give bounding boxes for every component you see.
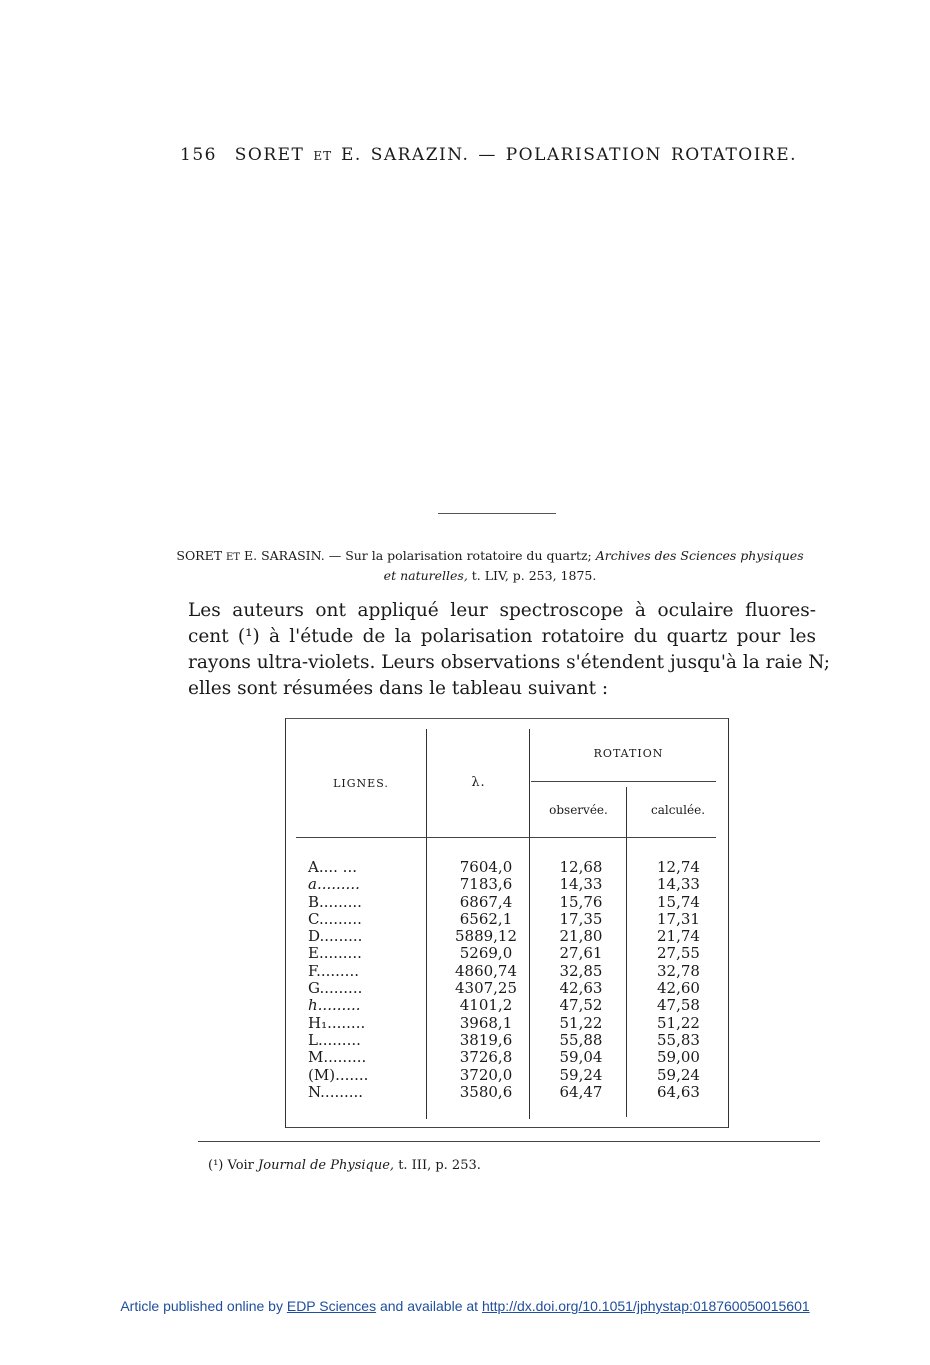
table-cell-calculated: 42,60 [657, 979, 700, 998]
table-cell-lambda: 5269,0 [459, 944, 513, 963]
table-cell-lambda: 4860,74 [454, 961, 518, 980]
calculated-column [631, 859, 726, 1101]
table-cell-line: a......... [308, 875, 360, 894]
table-cell-observed: 59,04 [559, 1048, 603, 1067]
col-divider [529, 729, 530, 1119]
header-observed: observée. [549, 803, 608, 817]
section-separator [438, 513, 556, 514]
online-middle: and available at [379, 1298, 479, 1314]
table-cell-observed: 59,24 [559, 1065, 603, 1084]
head-dash: — [478, 145, 497, 165]
table-cell-calculated: 27,55 [657, 944, 700, 963]
table-cell-calculated: 51,22 [657, 1013, 700, 1032]
online-prefix: Article published online by [120, 1298, 283, 1314]
table-cell-line: F......... [308, 961, 359, 980]
table-cell-line: E......... [308, 944, 362, 963]
col-divider [426, 729, 427, 1119]
citation-ref: t. LIV, p. 253, 1875. [471, 568, 597, 583]
table-cell-observed: 47,52 [559, 996, 603, 1015]
head-conj: ET [313, 149, 333, 163]
table-cell-lambda: 3819,6 [459, 1030, 513, 1049]
header-lambda: λ. [471, 775, 486, 790]
table-cell-observed: 17,35 [559, 909, 603, 928]
table-cell-calculated: 55,83 [657, 1030, 700, 1049]
citation [170, 547, 810, 585]
table-cell-lambda: 3726,8 [459, 1048, 513, 1067]
body-paragraph [188, 598, 831, 702]
body-line: elles sont résumées dans le tableau suivant : [188, 678, 609, 699]
footnote-ref: t. III, p. 253. [398, 1158, 481, 1173]
table-cell-line: G......... [308, 979, 363, 998]
body-line: rayons ultra-violets. Leurs observations s'étendent jusqu'à la raie N; [188, 652, 831, 673]
table-cell-line: N......... [308, 1082, 364, 1101]
header-rule [296, 837, 716, 838]
footnote-rule [198, 1141, 820, 1142]
table-cell-line: h......... [308, 996, 361, 1015]
head-title: POLARISATION ROTATOIRE. [505, 145, 798, 165]
table-cell-line: L......... [308, 1030, 361, 1049]
table-cell-line: C......... [308, 909, 362, 928]
table-cell-observed: 21,80 [559, 927, 603, 946]
table-cell-observed: 42,63 [559, 979, 603, 998]
table-cell-line: H₁........ [308, 1013, 366, 1032]
table-cell-calculated: 17,31 [657, 909, 700, 928]
footnote-journal: Journal de Physique, [258, 1158, 395, 1173]
table-cell-observed: 14,33 [559, 875, 603, 894]
table-cell-calculated: 14,33 [657, 875, 700, 894]
table-cell-calculated: 12,74 [657, 858, 700, 876]
table-cell-observed: 51,22 [559, 1013, 603, 1032]
header-lines: LIGNES. [333, 777, 389, 790]
table-cell-lambda: 4307,25 [454, 979, 518, 998]
table-cell-calculated: 47,58 [657, 996, 700, 1015]
rotation-rule [531, 781, 716, 782]
table-cell-observed: 55,88 [559, 1030, 603, 1049]
table-cell-lambda: 3968,1 [459, 1013, 513, 1032]
rotation-table [285, 718, 729, 1128]
citation-journal: Archives des Sciences physiques et naturelles, [383, 548, 804, 583]
citation-author2: E. SARASIN. [244, 548, 325, 563]
header-calculated: calculée. [650, 803, 706, 817]
footnote [208, 1158, 481, 1173]
table-cell-calculated: 15,74 [657, 892, 700, 911]
citation-author1: SORET [176, 548, 223, 563]
footnote-mark: (¹) [208, 1158, 224, 1173]
body-line: Les auteurs ont appliqué leur spectroscope à oculaire fluores- [188, 600, 816, 621]
table-cell-observed: 15,76 [559, 892, 603, 911]
table-cell-lambda: 7604,0 [459, 858, 513, 876]
online-notice [0, 1298, 930, 1314]
table-cell-lambda: 3580,6 [459, 1082, 513, 1101]
table-cell-line: B......... [308, 892, 362, 911]
table-cell-line: A.... ... [308, 858, 357, 876]
table-cell-lambda: 7183,6 [459, 875, 513, 894]
table-cell-lambda: 6562,1 [459, 909, 513, 928]
publisher-link[interactable]: EDP Sciences [286, 1298, 377, 1314]
table-cell-calculated: 32,78 [657, 961, 700, 980]
table-cell-lambda: 4101,2 [459, 996, 513, 1015]
table-cell-lambda: 5889,12 [454, 927, 518, 946]
table-cell-calculated: 64,63 [657, 1082, 700, 1101]
table-cell-observed: 32,85 [559, 961, 603, 980]
table-cell-observed: 12,68 [559, 858, 603, 876]
table-cell-line: (M)....... [308, 1065, 369, 1084]
table-cell-calculated: 59,24 [657, 1065, 700, 1084]
citation-text: — Sur la polarisation rotatoire du quartz; [328, 548, 592, 563]
header-rotation: ROTATION [593, 747, 664, 760]
body-line: cent (¹) à l'étude de la polarisation rotatoire du quartz pour les [188, 626, 816, 647]
citation-conj: ET [226, 552, 241, 563]
footnote-text: Voir [227, 1158, 254, 1173]
table-cell-observed: 64,47 [559, 1082, 603, 1101]
doi-link[interactable]: http://dx.doi.org/10.1051/jphystap:018760050015601 [481, 1298, 810, 1314]
table-cell-line: D......... [308, 927, 363, 946]
table-cell-observed: 27,61 [559, 944, 603, 963]
running-head [180, 145, 798, 165]
table-cell-line: M......... [308, 1048, 367, 1067]
head-author1: SORET [234, 145, 305, 165]
lambda-column [446, 859, 526, 1101]
lines-column [308, 859, 423, 1101]
observed-column [531, 859, 631, 1101]
table-cell-calculated: 21,74 [657, 927, 700, 946]
table-cell-calculated: 59,00 [657, 1048, 700, 1067]
head-author2: E. SARAZIN. [340, 145, 470, 165]
page-number: 156 [180, 145, 217, 165]
table-cell-lambda: 3720,0 [459, 1065, 513, 1084]
table-cell-lambda: 6867,4 [459, 892, 513, 911]
